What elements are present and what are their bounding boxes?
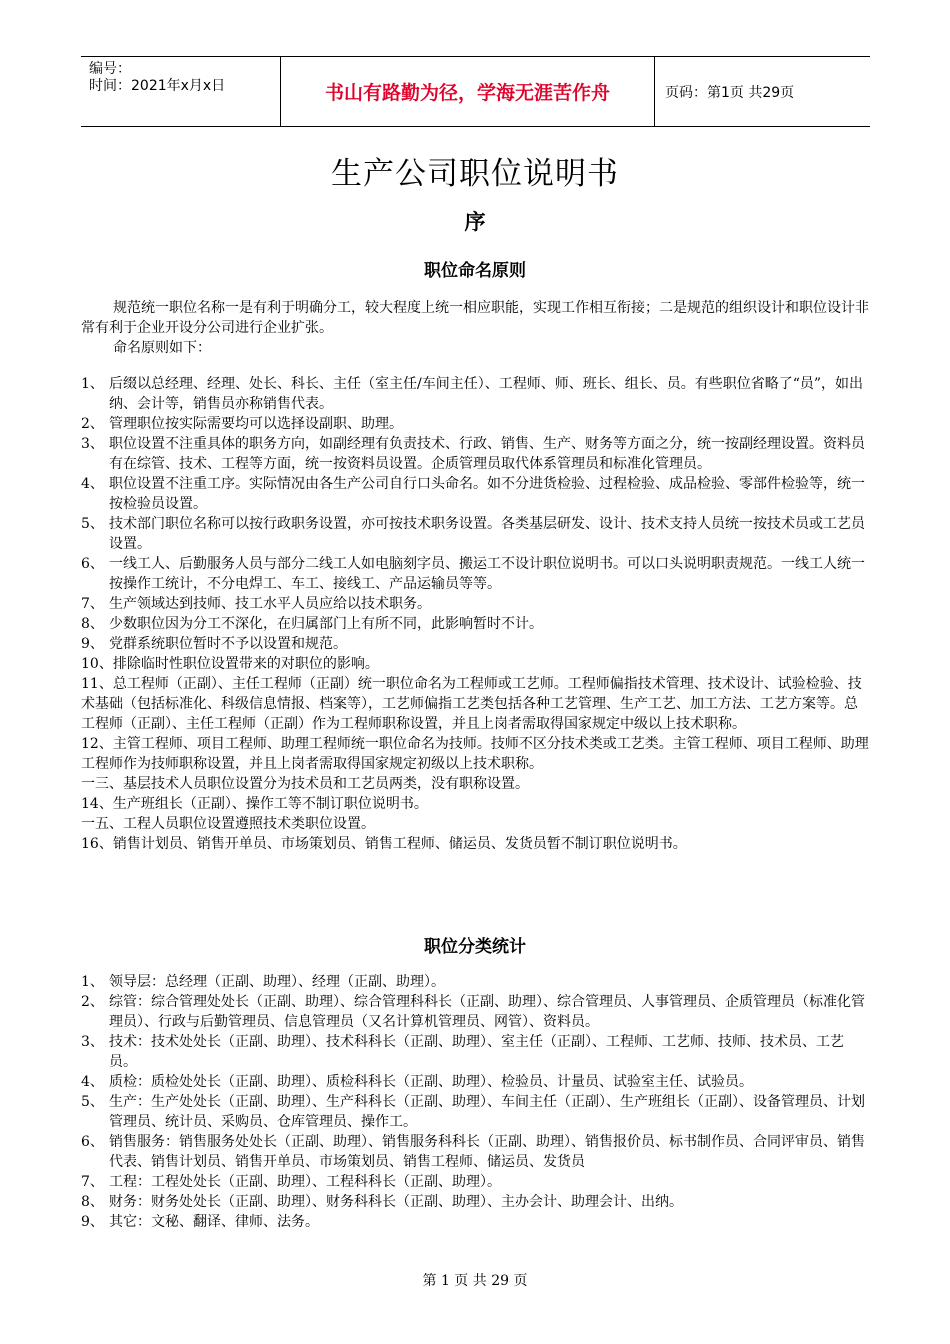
item-text: 一线工人、后勤服务人员与部分二线工人如电脑刻字员、搬运工不设计职位说明书。可以口头说明职责规范。一线工人统一按操作工统计，不分电焊工、车工、接线工、产品运输员等等。 [109, 556, 865, 592]
item-text: 职位设置不注重工序。实际情况由各生产公司自行口头命名。如不分进货检验、过程检验、成品检验、零部件检验等，统一按检验员设置。 [109, 476, 865, 512]
classification-list [81, 972, 871, 1232]
list-item: 14、生产班组长（正副）、操作工等不制订职位说明书。 [81, 796, 428, 812]
item-text: 管理职位按实际需要均可以选择设副职、助理。 [109, 416, 403, 432]
list-item: 一三、基层技术人员职位设置分为技术员和工艺员两类，没有职称设置。 [81, 776, 529, 792]
item-text: 工程：工程处处长（正副、助理）、工程科科长（正副、助理）。 [109, 1174, 501, 1190]
item-text: 领导层：总经理（正副、助理）、经理（正副、助理）。 [109, 974, 445, 990]
preface-heading: 序 [464, 210, 486, 234]
item-number: 6、 [81, 1134, 104, 1150]
item-text: 党群系统职位暂时不予以设置和规范。 [109, 636, 347, 652]
item-number: 9、 [81, 1214, 104, 1230]
item-number: 2、 [81, 416, 104, 432]
list-item [81, 474, 871, 514]
list-item: 16、销售计划员、销售开单员、市场策划员、销售工程师、储运员、发货员暂不制订职位说明书。 [81, 836, 687, 852]
item-text: 职位设置不注重具体的职务方向，如副经理有负责技术、行政、销售、生产、财务等方面之分，统一按副经理设置。资料员有在综管、技术、工程等方面，统一按资料员设置。企质管理员取代体系管理员和标准化管理员。 [109, 436, 865, 472]
item-text: 技术部门职位名称可以按行政职务设置，亦可按技术职务设置。各类基层研发、设计、技术支持人员统一按技术员或工艺员设置。 [109, 516, 865, 552]
list-item [81, 614, 871, 634]
list-item [81, 414, 871, 434]
section-heading-naming: 职位命名原则 [424, 261, 526, 281]
item-number: 7、 [81, 596, 104, 612]
list-item [81, 514, 871, 554]
list-item: 11、总工程师（正副）、主任工程师（正副）统一职位命名为工程师或工艺师。工程师偏指技术管理、技术设计、试验检验、技术基础（包括标准化、科级信息情报、档案等），工艺师偏指工艺类包括各种工艺管理、生产工艺、加工方法、工艺方案等。总工程师（正副）、主任工程师（正副）作为工程师职称设置，并且上岗者需取得国家规定中级以上技术职称。 [81, 676, 862, 732]
item-number: 5、 [81, 1094, 104, 1110]
list-item [81, 1032, 871, 1072]
item-text: 综管：综合管理处处长（正副、助理）、综合管理科科长（正副、助理）、综合管理员、人事管理员、企质管理员（标准化管理员）、行政与后勤管理员、信息管理员（又名计算机管理员、网管）、资料员。 [109, 994, 865, 1030]
item-text: 财务：财务处处长（正副、助理）、财务科科长（正副、助理）、主办会计、助理会计、出纳。 [109, 1194, 683, 1210]
list-item [81, 594, 871, 614]
item-number: 7、 [81, 1174, 104, 1190]
intro-paragraph-2: 命名原则如下： [113, 340, 211, 356]
list-item: 12、主管工程师、项目工程师、助理工程师统一职位命名为技师。技师不区分技术类或工艺类。主管工程师、项目工程师、助理工程师作为技师职称设置，并且上岗者需取得国家规定初级以上技术职称。 [81, 736, 869, 772]
item-text: 生产领域达到技师、技工水平人员应给以技术职务。 [109, 596, 431, 612]
list-item [81, 434, 871, 474]
item-number: 2、 [81, 994, 104, 1010]
item-text: 后缀以总经理、经理、处长、科长、主任（室主任/车间主任）、工程师、师、班长、组长、员。有些职位省略了“员”，如出纳、会计等，销售员亦称销售代表。 [109, 376, 864, 412]
item-number: 5、 [81, 516, 104, 532]
item-text: 生产：生产处处长（正副、助理）、生产科科长（正副、助理）、车间主任（正副）、生产班组长（正副）、设备管理员、计划管理员、统计员、采购员、仓库管理员、操作工。 [109, 1094, 865, 1130]
item-number: 8、 [81, 1194, 104, 1210]
item-number: 1、 [81, 974, 104, 990]
list-item: 一五、工程人员职位设置遵照技术类职位设置。 [81, 816, 375, 832]
list-item [81, 374, 871, 414]
number-label: 编号： [89, 61, 131, 77]
section-heading-classification: 职位分类统计 [424, 937, 526, 957]
list-item [81, 992, 871, 1032]
item-number: 6、 [81, 556, 104, 572]
item-text: 质检：质检处处长（正副、助理）、质检科科长（正副、助理）、检验员、计量员、试验室主任、试验员。 [109, 1074, 753, 1090]
item-number: 8、 [81, 616, 104, 632]
item-number: 1、 [81, 376, 104, 392]
item-text: 技术：技术处处长（正副、助理）、技术科科长（正副、助理）、室主任（正副）、工程师、工艺师、技师、技术员、工艺员。 [109, 1034, 844, 1070]
item-number: 3、 [81, 436, 104, 452]
item-text: 少数职位因为分工不深化，在归属部门上有所不同，此影响暂时不计。 [109, 616, 543, 632]
list-item [81, 1132, 871, 1172]
time-label: 时间：2021年x月x日 [89, 78, 226, 94]
list-item [81, 1212, 871, 1232]
item-text: 其它：文秘、翻译、律师、法务。 [109, 1214, 319, 1230]
list-item [81, 1092, 871, 1132]
list-item [81, 1072, 871, 1092]
list-item: 10、排除临时性职位设置带来的对职位的影响。 [81, 656, 379, 672]
header-page-label: 页码：第1页 共29页 [665, 84, 795, 101]
item-number: 4、 [81, 1074, 104, 1090]
item-number: 3、 [81, 1034, 104, 1050]
list-item [81, 1172, 871, 1192]
document-title: 生产公司职位说明书 [331, 156, 619, 192]
item-number: 9、 [81, 636, 104, 652]
list-item [81, 634, 871, 654]
item-number: 4、 [81, 476, 104, 492]
item-text: 销售服务：销售服务处处长（正副、助理）、销售服务科科长（正副、助理）、销售报价员、标书制作员、合同评审员、销售代表、销售计划员、销售开单员、市场策划员、销售工程师、储运员、发货员 [109, 1134, 865, 1170]
page-footer: 第 1 页 共 29 页 [422, 1273, 528, 1289]
naming-rules-list [81, 374, 871, 854]
list-item [81, 554, 871, 594]
intro-paragraph: 规范统一职位名称一是有利于明确分工，较大程度上统一相应职能，实现工作相互衔接；二是规范的组织设计和职位设计非常有利于企业开设分公司进行企业扩张。 [81, 300, 869, 336]
list-item [81, 1192, 871, 1212]
header-info [81, 57, 281, 126]
header-motto: 书山有路勤为径，学海无涯苦作舟 [281, 57, 655, 126]
page-header [81, 56, 870, 127]
list-item [81, 972, 871, 992]
